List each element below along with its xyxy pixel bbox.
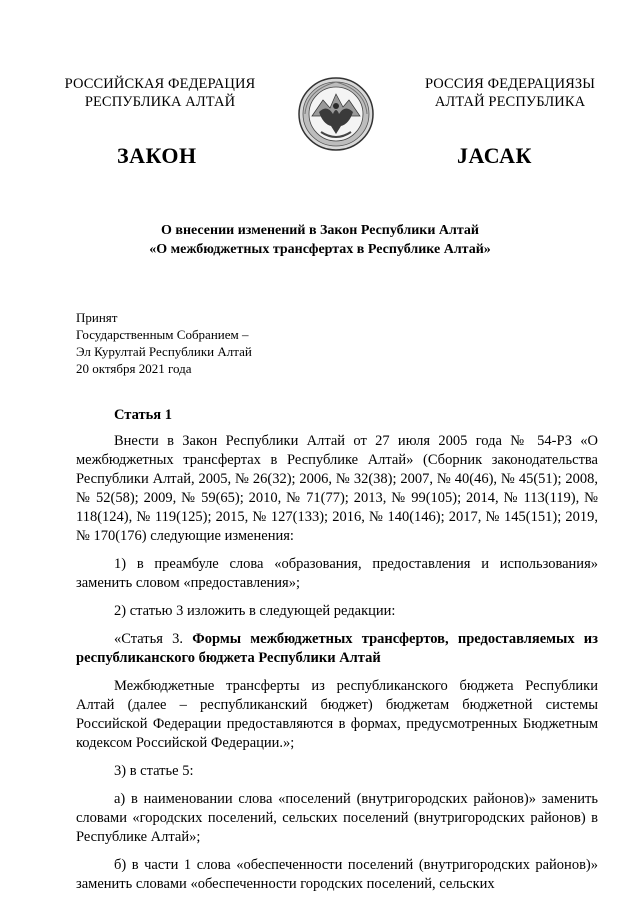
document-title-line-1: О внесении изменений в Закон Республики Алтай: [161, 223, 479, 238]
article-body: [76, 406, 598, 894]
article-intro: Внести в Закон Республики Алтай от 27 июля 2005 года № 54-РЗ «О межбюджетных трансфертах в Республике Алтай» (Сборник законодательства Республики Алтай, 2005, № 26(32); 2006, № 32(38); 2007, № 40(46), № 45(51); 2008, № 52(58); 2009, № 59(65); 2010, № 71(77); 2013, № 99(105); 2014, № 113(119), № 118(124), № 119(125); 2015, № 127(133); 2016, № 140(146); 2017, № 145(151); 2019, № 170(176) следующие изменения:: [76, 433, 598, 544]
adoption-line-2: Государственным Собранием –: [76, 327, 249, 342]
article-heading: Статья 1: [114, 407, 172, 423]
header-left: [40, 75, 280, 111]
law-title-altai: ЈАСАК: [457, 143, 532, 168]
adoption-date: 20 октября 2021 года: [76, 361, 192, 376]
adoption-line-1: Принят: [76, 310, 118, 325]
adoption-block: [76, 309, 252, 377]
amendment-item-3: 3) в статье 5:: [114, 763, 194, 779]
quoted-article-body: Межбюджетные трансферты из республиканского бюджета Республики Алтай (далее – республиканский бюджет) бюджетам бюджетной системы Российской Федерации предоставляются в формах, предусмотренных Бюджетным кодексом Российской Федерации.»;: [76, 678, 598, 751]
coat-of-arms-emblem: [297, 76, 375, 152]
law-title-russian: ЗАКОН: [117, 143, 197, 168]
header-right: [400, 75, 620, 111]
quoted-article-heading: [76, 630, 598, 668]
header-left-republic: РЕСПУБЛИКА АЛТАЙ: [84, 94, 236, 110]
header-right-republic: АЛТАЙ РЕСПУБЛИКА: [434, 94, 586, 110]
amendment-item-3b: б) в части 1 слова «обеспеченности поселений (внутригородских районов)» заменить словами «обеспеченности городских поселений, сельских: [76, 857, 598, 892]
document-title: [60, 221, 580, 259]
amendment-item-1: 1) в преамбуле слова «образования, предоставления и использования» заменить словом «предоставления»;: [76, 556, 598, 591]
header-left-country: РОССИЙСКАЯ ФЕДЕРАЦИЯ: [64, 76, 256, 92]
adoption-line-3: Эл Курултай Республики Алтай: [76, 344, 252, 359]
document-title-line-2: «О межбюджетных трансфертах в Республике Алтай»: [149, 242, 491, 257]
amendment-item-3a: а) в наименовании слова «поселений (внутригородских районов)» заменить словами «городских поселений, сельских поселений (внутригородских районов) в Республике Алтай»;: [76, 791, 598, 845]
quoted-article-number: «Статья 3.: [114, 631, 184, 647]
amendment-item-2: 2) статью 3 изложить в следующей редакции:: [114, 603, 396, 619]
quoted-article-title: Формы межбюджетных трансфертов, предоставляемых из республиканского бюджета Республики Алтай: [76, 631, 598, 666]
header-right-country: РОССИЯ ФЕДЕРАЦИЯЗЫ: [424, 76, 596, 92]
